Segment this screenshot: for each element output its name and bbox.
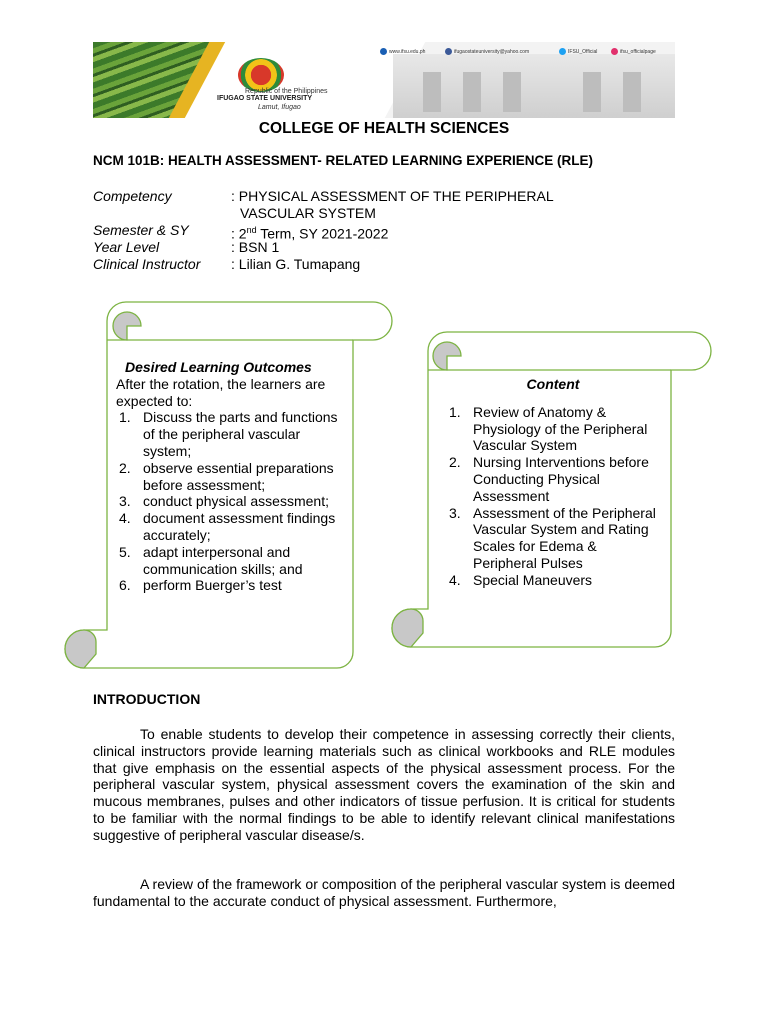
contact-twitter: IFSU_Official xyxy=(559,48,597,55)
list-item: 1. Discuss the parts and functions of the peripheral vascular system; xyxy=(119,409,338,459)
content-box xyxy=(446,376,660,589)
list-item: 4. Special Maneuvers xyxy=(449,571,593,588)
list-item: 4. document assessment findings accurately; xyxy=(119,510,336,543)
introduction-paragraph-1: To enable students to develop their competence in assessing correctly their clients, clinical instructors provide learning materials such as clinical workbooks and RLE modules that give emphasis on the essential aspects of the physical assessment process. For the peripheral vascular system, physical assessment covers the examination of the skin and mucous membranes, pulses and other indicators of tissue perfusion. It is critical for students to be familiar with the normal findings to be able to identify relevant clinical manifestations suggestive of peripheral vascular disease/s. xyxy=(93,726,675,843)
university-location: Lamut, Ifugao xyxy=(258,104,301,111)
contact-instagram: ifsu_officialpage xyxy=(611,48,656,55)
list-item: 3. Assessment of the Peripheral Vascular System and Rating Scales for Edema & Peripheral Pulses xyxy=(449,504,656,571)
introduction-paragraph-2: A review of the framework or composition of the peripheral vascular system is deemed fundamental to the accurate conduct of physical assessment. Furthermore, xyxy=(93,876,675,909)
university-name: IFUGAO STATE UNIVERSITY xyxy=(217,95,313,102)
content-list xyxy=(446,404,660,589)
list-item: 2. observe essential preparations before assessment; xyxy=(119,459,334,493)
contact-website: www.ifsu.edu.ph xyxy=(380,48,425,55)
course-title: NCM 101B: HEALTH ASSESSMENT- RELATED LEARNING EXPERIENCE (RLE) xyxy=(93,153,594,168)
introduction-heading: INTRODUCTION xyxy=(93,691,201,707)
outcomes-heading: Desired Learning Outcomes xyxy=(125,359,312,375)
outcomes-list xyxy=(116,409,344,594)
list-item: 1. Review of Anatomy & Physiology of the Peripheral Vascular System xyxy=(449,403,648,454)
list-item: 3. conduct physical assessment; xyxy=(119,493,329,510)
republic-text: Republic of the Philippines xyxy=(245,88,328,95)
list-item: 5. adapt interpersonal and communication skills; and xyxy=(119,543,303,577)
outcomes-intro: After the rotation, the learners are expected to: xyxy=(116,375,326,409)
contact-facebook: ifugaostateuniversity@yahoo.com xyxy=(445,48,529,55)
list-item: 6. perform Buerger’s test xyxy=(119,577,282,594)
college-title: COLLEGE OF HEALTH SCIENCES xyxy=(258,120,510,137)
learning-outcomes-box xyxy=(116,359,344,594)
content-heading: Content xyxy=(526,376,580,392)
list-item: 2. Nursing Interventions before Conducting Physical Assessment xyxy=(449,454,649,504)
